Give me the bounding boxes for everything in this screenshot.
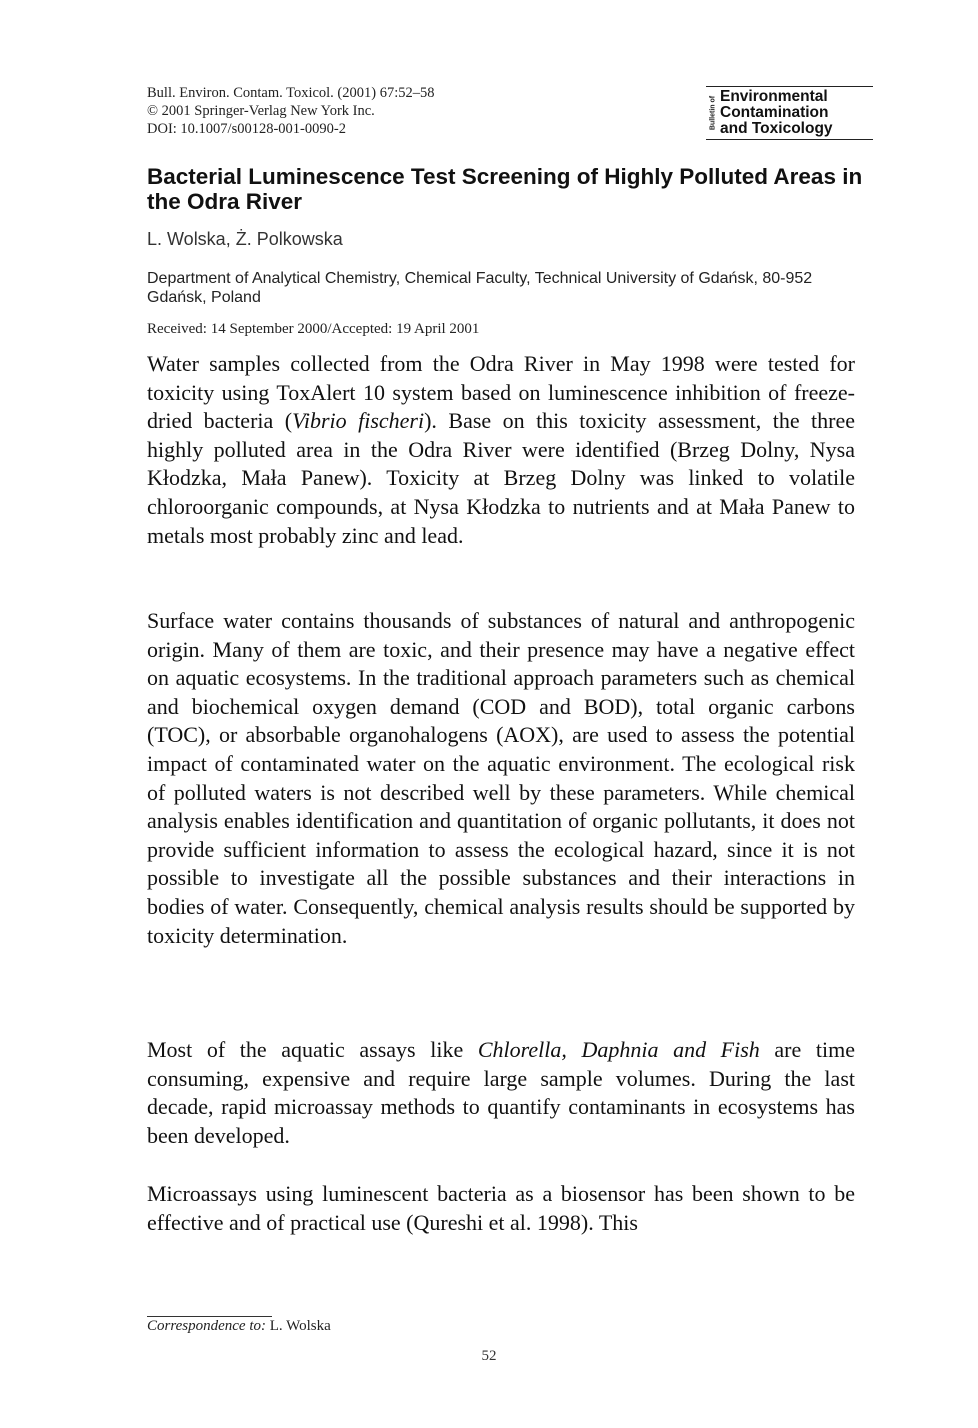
- journal-logo-side-label: Bulletin of: [709, 95, 717, 131]
- body-paragraph-2-text-2: are time consuming, expensive and require large sample volumes. During the last decade, rapid microassay methods to quantify contaminants in ecosystems has been developed.: [147, 1037, 855, 1148]
- received-dates: Received: 14 September 2000/Accepted: 19 April 2001: [147, 321, 480, 337]
- journal-logo-line-1: Environmental: [720, 88, 828, 105]
- article-title: Bacterial Luminescence Test Screening of Highly Polluted Areas in the Odra River: [147, 164, 863, 214]
- body-paragraph-2-species: Chlorella, Daphnia and Fish: [477, 1037, 760, 1062]
- journal-logo-line-2: Contamination: [720, 104, 829, 121]
- body-paragraph-2: [147, 1036, 855, 1150]
- abstract-species: Vibrio fischeri: [292, 408, 425, 434]
- body-paragraph-3: Microassays using luminescent bacteria as a biosensor has been shown to be effective and of practical use (Qureshi et al. 1998). This: [147, 1181, 855, 1235]
- footnote-rule: [147, 1316, 272, 1317]
- journal-logo: [706, 86, 873, 140]
- body-paragraph-2-text-1: Most of the aquatic assays like: [147, 1037, 478, 1062]
- journal-logo-line-3: and Toxicology: [720, 120, 833, 137]
- journal-logo-title: [720, 89, 833, 137]
- affiliation: Department of Analytical Chemistry, Chemical Faculty, Technical University of Gdańsk, 80-952 Gdańsk, Poland: [147, 270, 813, 306]
- correspondence-footnote: [147, 1318, 331, 1335]
- abstract-text-2: ). Base on this toxicity assessment, the three highly polluted area in the Odra River were identified (Brzeg Dolny, Nysa Kłodzka, Mała Panew). Toxicity at Brzeg Dolny was linked to volatile chloroorganic compounds, at Nysa Kłodzka to nutrients and at Mała Panew to metals most probably zinc and lead.: [147, 408, 856, 548]
- page-number: 52: [481, 1348, 497, 1364]
- doi-line: DOI: 10.1007/s00128-001-0090-2: [147, 121, 346, 137]
- correspondence-name: L. Wolska: [266, 1318, 331, 1334]
- citation-block: [147, 84, 435, 138]
- authors: L. Wolska, Ż. Polkowska: [147, 229, 343, 249]
- abstract: [147, 350, 855, 550]
- body-paragraph-1: Surface water contains thousands of substances of natural and anthropogenic origin. Many of them are toxic, and their presence may have a negative effect on aquatic ecosystems. In the traditional approach parameters such as chemical and biochemical oxygen demand (COD and BOD), total organic carbons (TOC), or absorbable organohalogens (AOX), are used to assess the potential impact of contaminated water on the aquatic environment. The ecological risk of polluted waters is not described well by these parameters. While chemical analysis enables identification and quantitation of organic pollutants, it does not provide sufficient information to assess the ecological hazard, since it is not possible to investigate all the possible substances and their interactions in bodies of water. Consequently, chemical analysis results should be supported by toxicity determination.: [147, 608, 855, 948]
- abstract-text-1: Water samples collected from the Odra River in May 1998 were tested for toxicity using ToxAlert 10 system based on luminescence inhibition of freeze-dried bacteria (: [147, 351, 855, 434]
- citation-line: Bull. Environ. Contam. Toxicol. (2001) 67:52–58: [147, 85, 435, 101]
- copyright-line: © 2001 Springer-Verlag New York Inc.: [147, 103, 375, 119]
- correspondence-label: Correspondence to:: [147, 1318, 267, 1334]
